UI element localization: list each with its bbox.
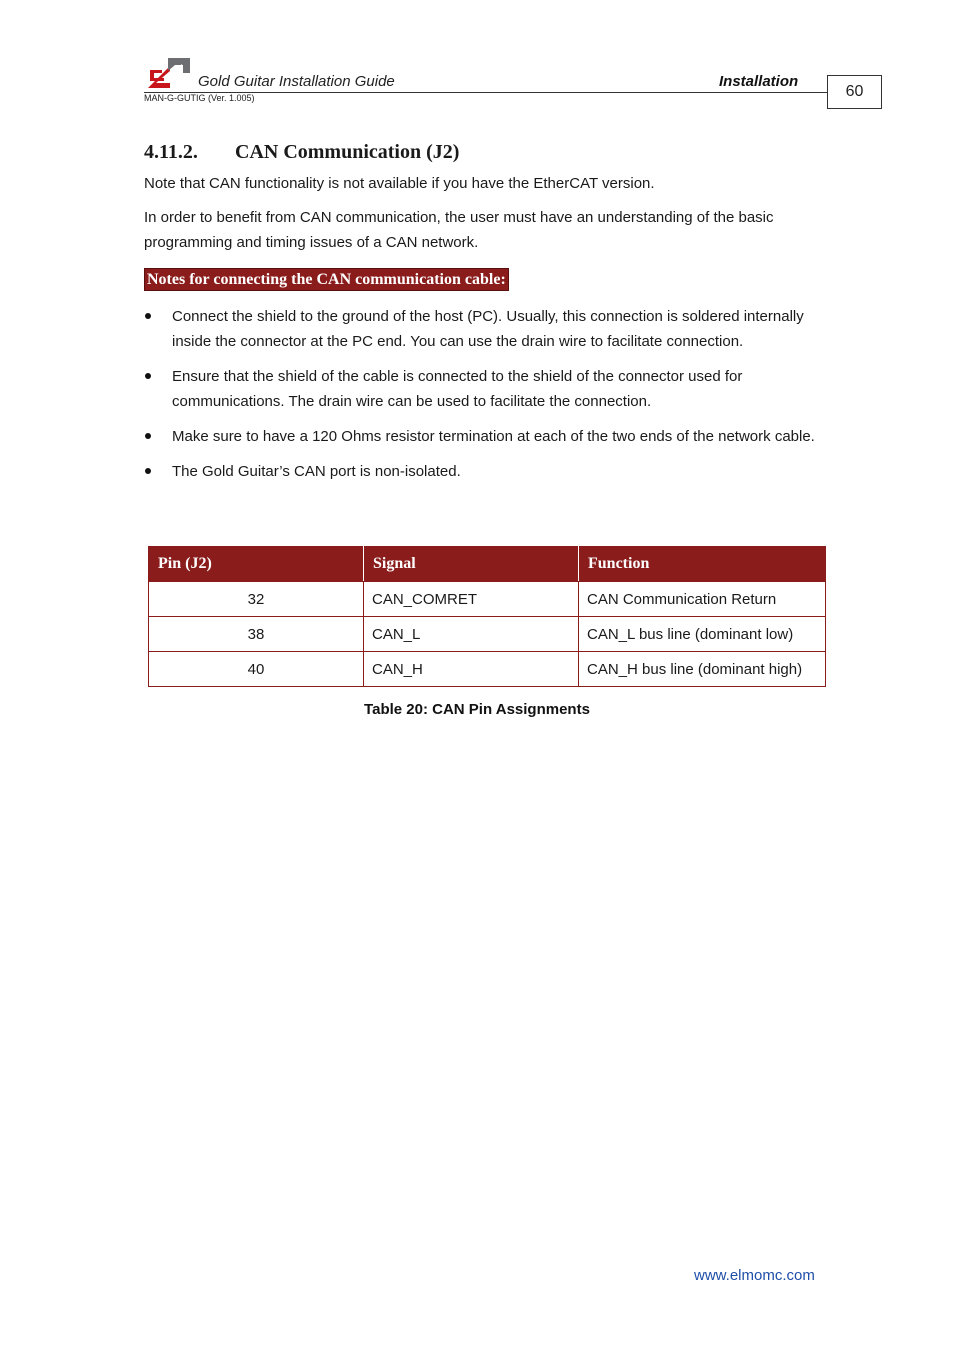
section-number: 4.11.2.: [144, 141, 198, 163]
function-cell: CAN_L bus line (dominant low): [579, 617, 826, 652]
paragraph: Note that CAN functionality is not available if you have the EtherCAT version.: [144, 175, 655, 192]
list-item: [144, 364, 834, 414]
bullet-icon: [145, 433, 151, 439]
column-header: Function: [579, 547, 826, 582]
header-section: Installation: [719, 73, 799, 90]
bullet-icon: [145, 373, 151, 379]
notes-banner: Notes for connecting the CAN communication cable:: [144, 268, 509, 291]
table-row: [149, 582, 826, 617]
table-row: [149, 617, 826, 652]
function-cell: CAN_H bus line (dominant high): [579, 652, 826, 687]
table-row: [149, 652, 826, 687]
table-header-row: [149, 547, 826, 582]
elmo-logo-icon: [148, 58, 190, 88]
signal-cell: CAN_L: [364, 617, 579, 652]
signal-cell: CAN_H: [364, 652, 579, 687]
section-title: CAN Communication (J2): [235, 141, 460, 163]
function-cell: CAN Communication Return: [579, 582, 826, 617]
pin-cell: 40: [149, 652, 364, 687]
list-item-text: Connect the shield to the ground of the host (PC). Usually, this connection is soldered internally inside the connector at the PC end. You can use the drain wire to facilitate connection.: [172, 308, 804, 350]
footer-link[interactable]: www.elmomc.com: [694, 1267, 815, 1284]
column-header: Pin (J2): [149, 547, 364, 582]
bullet-icon: [145, 313, 151, 319]
page-number: 60: [827, 75, 882, 109]
header-title: Gold Guitar Installation Guide: [198, 73, 395, 90]
paragraph: In order to benefit from CAN communication, the user must have an understanding of the basic programming and timing issues of a CAN network.: [144, 209, 774, 251]
pin-assignment-table: [148, 546, 826, 687]
pin-cell: 38: [149, 617, 364, 652]
list-item: [144, 459, 834, 484]
list-item: [144, 424, 834, 449]
list-item-text: The Gold Guitar’s CAN port is non-isolated.: [172, 463, 461, 480]
list-item-text: Ensure that the shield of the cable is connected to the shield of the connector used for communications. The drain wire can be used to facilitate the connection.: [172, 368, 743, 410]
signal-cell: CAN_COMRET: [364, 582, 579, 617]
column-header: Signal: [364, 547, 579, 582]
list-item-text: Make sure to have a 120 Ohms resistor termination at each of the two ends of the network cable.: [172, 428, 815, 445]
pin-cell: 32: [149, 582, 364, 617]
list-item: [144, 304, 834, 354]
table-caption: Table 20: CAN Pin Assignments: [364, 701, 590, 718]
bullet-list: [144, 304, 834, 494]
doc-version: MAN-G-GUTIG (Ver. 1.005): [144, 93, 255, 103]
bullet-icon: [145, 468, 151, 474]
